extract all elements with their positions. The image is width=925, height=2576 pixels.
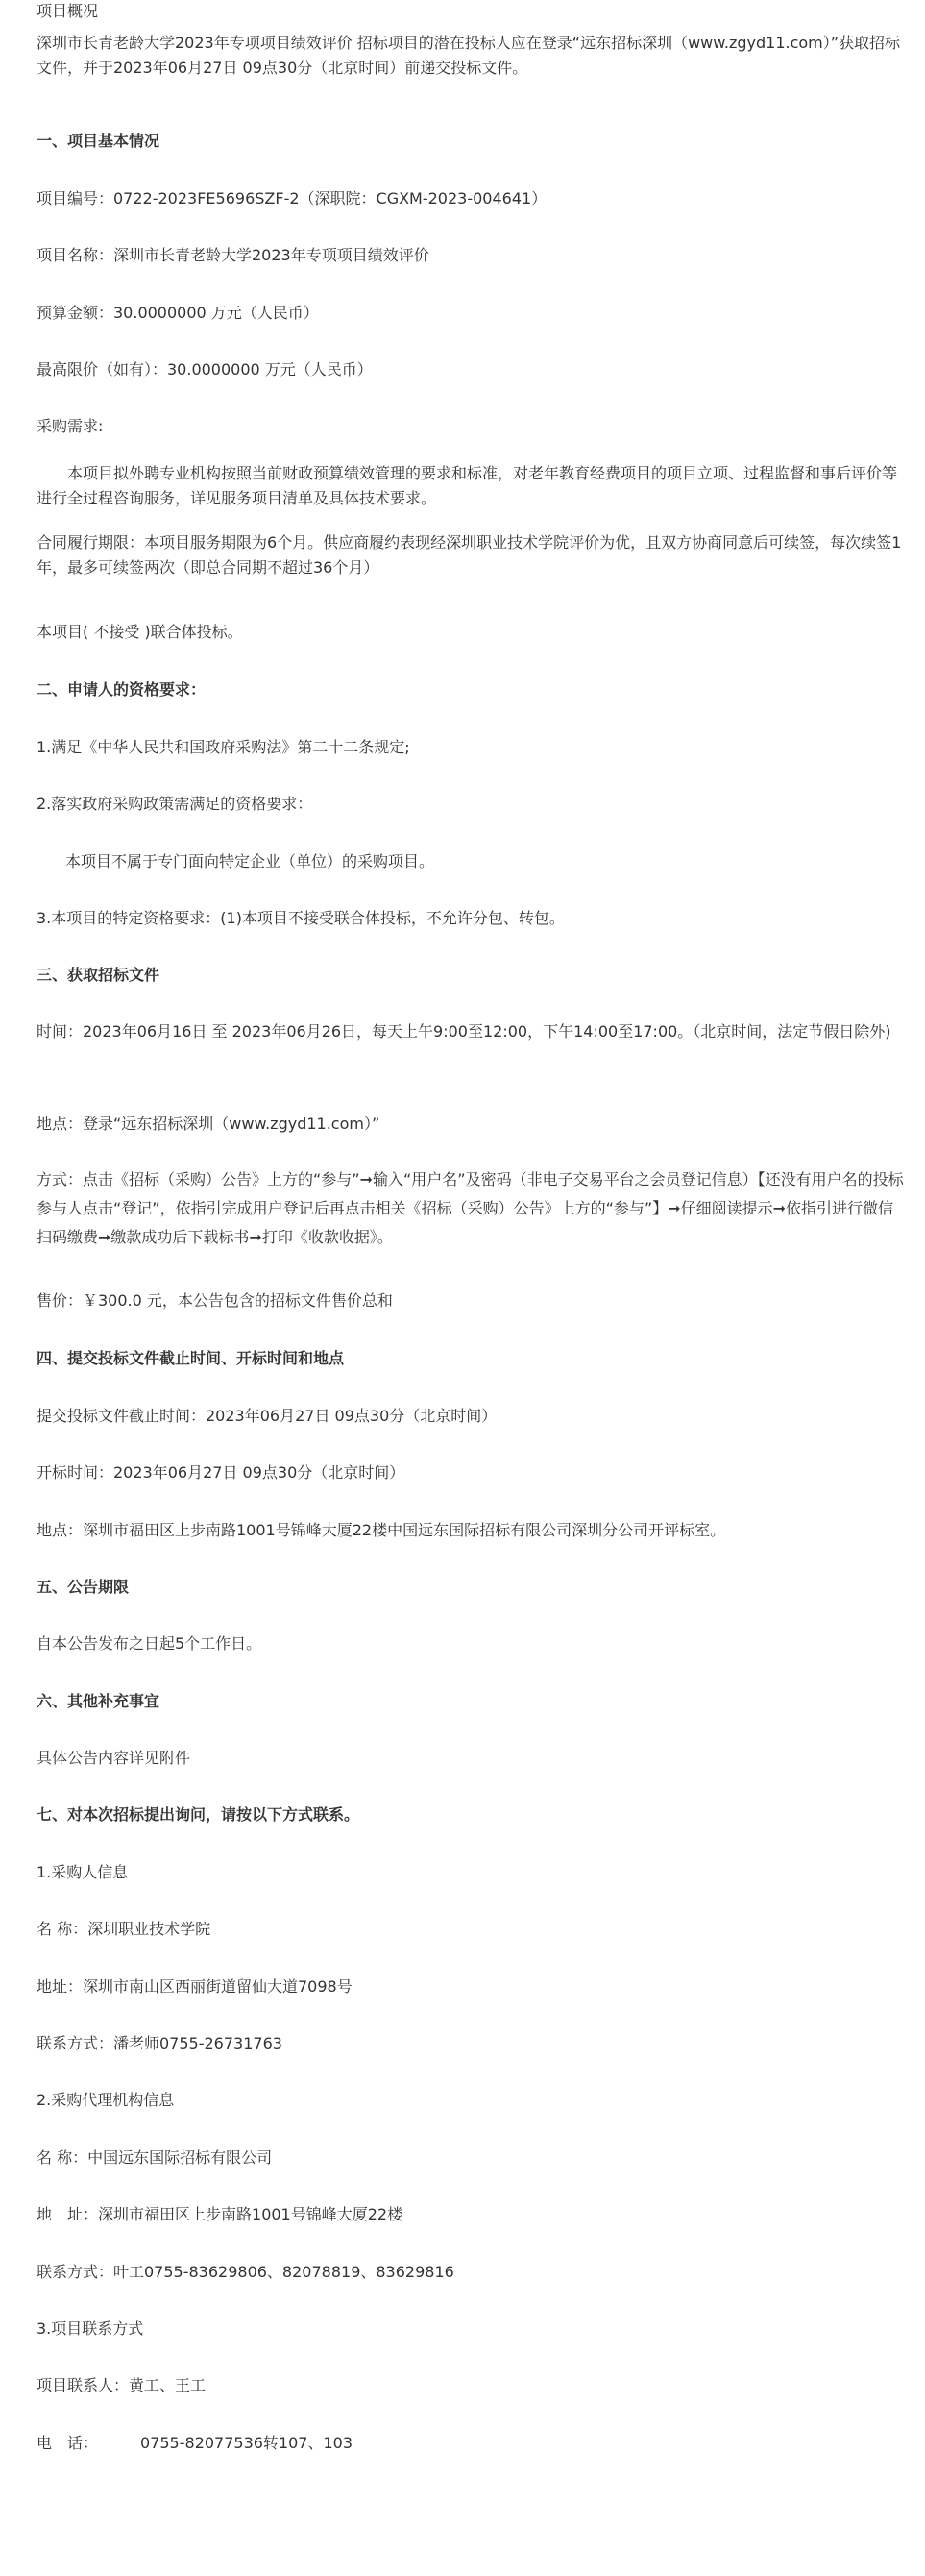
agent-info-title: 2.采购代理机构信息 [37, 2091, 175, 2109]
section-1-heading: 一、项目基本情况 [37, 132, 160, 150]
qualification-item-3: 3.本项目的特定资格要求：(1)本项目不接受联合体投标，不允许分包、转包。 [37, 909, 565, 927]
qualification-item-2-detail: 本项目不属于专门面向特定企业（单位）的采购项目。 [65, 852, 435, 871]
budget-amount: 预算金额：30.0000000 万元（人民币） [37, 304, 319, 322]
notice-period: 自本公告发布之日起5个工作日。 [37, 1634, 262, 1653]
buyer-name: 名 称：深圳职业技术学院 [37, 1920, 211, 1938]
project-contact-person: 项目联系人：黄工、王工 [37, 2376, 207, 2394]
project-contact-title: 3.项目联系方式 [37, 2319, 144, 2338]
document-place: 地点：登录“远东招标深圳（www.zgyd11.com）” [37, 1115, 380, 1133]
overview-label: 项目概况 [37, 2, 99, 20]
section-2-heading: 二、申请人的资格要求： [37, 680, 207, 699]
agent-address-label: 地 址： [37, 2205, 99, 2223]
other-notes: 具体公告内容详见附件 [37, 1749, 191, 1767]
submission-deadline: 提交投标文件截止时间：2023年06月27日 09点30分（北京时间） [37, 1407, 498, 1425]
buyer-info-title: 1.采购人信息 [37, 1863, 129, 1881]
buyer-address: 地址：深圳市南山区西丽街道留仙大道7098号 [37, 1977, 353, 1996]
opening-place: 地点：深圳市福田区上步南路1001号锦峰大厦22楼中国远东国际招标有限公司深圳分公司开评标室。 [37, 1521, 726, 1539]
project-phone-value: 0755-82077536转107、103 [140, 2434, 353, 2452]
opening-time: 开标时间：2023年06月27日 09点30分（北京时间） [37, 1463, 405, 1482]
section-6-heading: 六、其他补充事宜 [37, 1692, 160, 1710]
max-price: 最高限价（如有）：30.0000000 万元（人民币） [37, 360, 373, 379]
section-3-heading: 三、获取招标文件 [37, 966, 160, 984]
project-number: 项目编号：0722-2023FE5696SZF-2（深职院：CGXM-2023-004641） [37, 189, 548, 208]
procurement-needs-label: 采购需求: [37, 417, 104, 435]
procurement-needs-text: 本项目拟外聘专业机构按照当前财政预算绩效管理的要求和标准，对老年教育经费项目的项目立项、过程监督和事后评价等进行全过程咨询服务，详见服务项目清单及具体技术要求。 [37, 464, 898, 507]
agent-contact: 联系方式：叶工0755-83629806、82078819、83629816 [37, 2263, 454, 2281]
project-name: 项目名称：深圳市长青老龄大学2023年专项项目绩效评价 [37, 246, 429, 264]
agent-address [37, 2205, 402, 2224]
project-phone-label: 电 话： [37, 2434, 99, 2452]
section-7-heading: 七、对本次招标提出询问，请按以下方式联系。 [37, 1805, 360, 1824]
document-time: 时间：2023年06月16日 至 2023年06月26日，每天上午9:00至12:00，下午14:00至17:00。（北京时间，法定节假日除外) [37, 1022, 891, 1041]
project-phone [37, 2434, 353, 2453]
document-price: 售价：￥300.0 元，本公告包含的招标文件售价总和 [37, 1291, 393, 1310]
contract-period: 合同履行期限：本项目服务期限为6个月。供应商履约表现经深圳职业技术学院评价为优，且双方协商同意后可续签，每次续签1年，最多可续签两次（即总合同期不超过36个月） [37, 533, 902, 577]
buyer-contact: 联系方式：潘老师0755-26731763 [37, 2034, 282, 2052]
section-5-heading: 五、公告期限 [37, 1578, 130, 1596]
overview-text: 深圳市长青老龄大学2023年专项项目绩效评价 招标项目的潜在投标人应在登录“远东招标深圳（www.zgyd11.com）”获取招标文件，并于2023年06月27日 09点30分（北京时间）前递交投标文件。 [37, 34, 901, 77]
agent-address-value: 深圳市福田区上步南路1001号锦峰大厦22楼 [98, 2205, 403, 2223]
qualification-item-2: 2.落实政府采购政策需满足的资格要求： [37, 795, 313, 813]
agent-name: 名 称：中国远东国际招标有限公司 [37, 2148, 273, 2167]
consortium-note: 本项目( 不接受 )联合体投标。 [37, 623, 243, 641]
section-4-heading: 四、提交投标文件截止时间、开标时间和地点 [37, 1349, 345, 1367]
qualification-item-1: 1.满足《中华人民共和国政府采购法》第二十二条规定; [37, 738, 410, 756]
document-method: 方式：点击《招标（采购）公告》上方的“参与”➞输入“用户名”及密码（非电子交易平台之会员登记信息）【还没有用户名的投标参与人点击“登记”，依指引完成用户登记后再点击相关《招标（采购）公告》上方的“参与”】➞仔细阅读提示➞依指引进行微信扫码缴费➞缴款成功后下载标书➞打印《收款收据》。 [37, 1170, 904, 1246]
